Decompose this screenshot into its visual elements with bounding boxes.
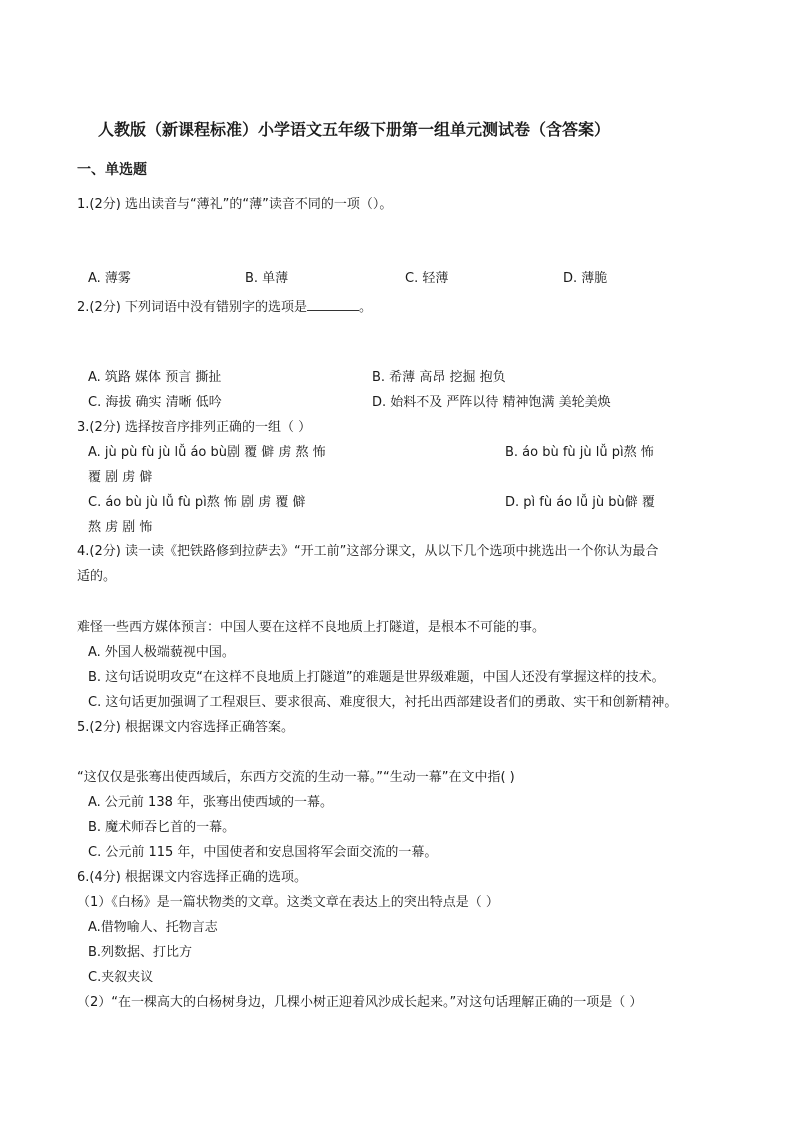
question-1-option-d[interactable]: D. 薄脆 <box>563 271 608 286</box>
question-1-option-b[interactable]: B. 单薄 <box>245 271 289 286</box>
question-2-option-a[interactable]: A. 筑路 媒体 预言 撕扯 <box>88 370 222 385</box>
question-6-sub-1-option-a[interactable]: A.借物喻人、托物言志 <box>88 920 218 935</box>
question-3-stem: 3.(2分) 选择按音序排列正确的一组（ ） <box>77 420 312 435</box>
question-3-option-a-cont: 覆 剧 虏 僻 <box>88 470 153 485</box>
question-1-option-a[interactable]: A. 薄雾 <box>88 271 131 286</box>
question-5-option-c[interactable]: C. 公元前 115 年，中国使者和安息国将军会面交流的一幕。 <box>88 845 438 860</box>
question-3-option-d[interactable]: D. pì fù áo lǚ jù bù僻 覆 <box>505 495 655 510</box>
question-6-sub-1-option-c[interactable]: C.夹叙夹议 <box>88 970 154 985</box>
page-title: 人教版（新课程标准）小学语文五年级下册第一组单元测试卷（含答案） <box>98 120 611 139</box>
question-4-stem-cont: 适的。 <box>77 569 117 584</box>
answer-blank[interactable] <box>307 296 359 311</box>
question-2-option-d[interactable]: D. 始料不及 严阵以待 精神饱满 美轮美焕 <box>372 395 611 410</box>
question-4-stem: 4.(2分) 读一读《把铁路修到拉萨去》“开工前”这部分课文，从以下几个选项中挑选出一个你认为最合 <box>77 544 659 559</box>
question-5-option-a[interactable]: A. 公元前 138 年，张骞出使西域的一幕。 <box>88 795 334 810</box>
question-2-stem-text: 2.(2分) 下列词语中没有错别字的选项是 <box>77 300 307 315</box>
question-3-option-d-cont: 熬 虏 剧 怖 <box>88 520 153 535</box>
question-4-passage: 难怪一些西方媒体预言：中国人要在这样不良地质上打隧道，是根本不可能的事。 <box>77 620 546 635</box>
question-5-passage: “这仅仅是张骞出使西域后，东西方交流的生动一幕。”“生动一幕”在文中指( ) <box>77 770 515 785</box>
question-5-option-b[interactable]: B. 魔术师吞匕首的一幕。 <box>88 820 236 835</box>
question-4-option-a[interactable]: A. 外国人极端藐视中国。 <box>88 645 235 660</box>
question-6-sub-1-option-b[interactable]: B.列数据、打比方 <box>88 945 193 960</box>
question-6-sub-2: （2）“在一棵高大的白杨树身边，几棵小树正迎着风沙成长起来。”对这句话理解正确的一项是（ ） <box>77 995 643 1010</box>
question-1-option-c[interactable]: C. 轻薄 <box>405 271 449 286</box>
question-2-stem <box>77 296 372 317</box>
question-3-option-b[interactable]: B. áo bù fù jù lǚ pì熬 怖 <box>505 445 654 460</box>
question-5-stem: 5.(2分) 根据课文内容选择正确答案。 <box>77 720 294 735</box>
section-heading: 一、单选题 <box>77 162 147 178</box>
question-6-sub-1: （1）《白杨》是一篇状物类的文章。这类文章在表达上的突出特点是（ ） <box>77 895 499 910</box>
question-3-option-a[interactable]: A. jù pù fù jù lǚ áo bù剧 覆 僻 虏 熬 怖 <box>88 445 326 460</box>
question-4-option-c[interactable]: C. 这句话更加强调了工程艰巨、要求很高、难度很大，衬托出西部建设者们的勇敢、实干和创新精神。 <box>88 695 678 710</box>
question-3-option-c[interactable]: C. áo bù jù lǚ fù pì熬 怖 剧 虏 覆 僻 <box>88 495 306 510</box>
question-1-stem: 1.(2分) 选出读音与“薄礼”的“薄”读音不同的一项（）。 <box>77 197 393 212</box>
question-2-option-b[interactable]: B. 希薄 高昂 挖掘 抱负 <box>372 370 506 385</box>
question-2-stem-end: 。 <box>358 300 372 315</box>
question-6-stem: 6.(4分) 根据课文内容选择正确的选项。 <box>77 870 307 885</box>
question-4-option-b[interactable]: B. 这句话说明攻克“在这样不良地质上打隧道”的难题是世界级难题，中国人还没有掌握这样的技术。 <box>88 670 665 685</box>
question-2-option-c[interactable]: C. 海拔 确实 清晰 低吟 <box>88 395 222 410</box>
